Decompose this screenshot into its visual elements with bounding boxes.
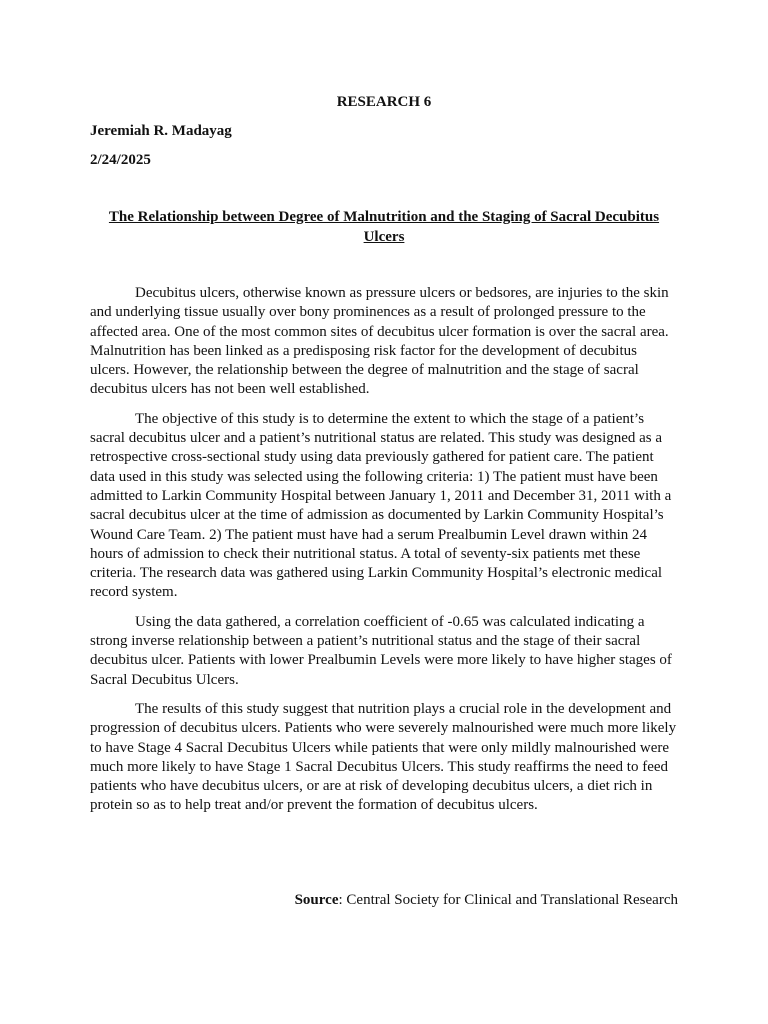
- source-citation: [295, 890, 678, 910]
- author-name: Jeremiah R. Madayag: [90, 123, 232, 139]
- source-label: Source: [294, 892, 339, 908]
- paragraph-introduction: Decubitus ulcers, otherwise known as pressure ulcers or bedsores, are injuries to the skin and underlying tissue usually over bony prominences as a result of prolonged pressure to the affected area. One of the most common sites of decubitus ulcer formation is over the sacral area. Malnutrition has been linked as a predisposing risk factor for the development of decubitus ulcers. However, the relationship between the degree of malnutrition and the stage of sacral decubitus ulcers has not been well established.: [90, 285, 669, 398]
- body-text: [90, 284, 678, 816]
- document-page: [90, 92, 678, 826]
- document-heading: RESEARCH 6: [336, 94, 432, 110]
- document-date: 2/24/2025: [90, 152, 151, 168]
- source-text: : Central Society for Clinical and Translational Research: [338, 892, 678, 908]
- paper-title: The Relationship between Degree of Malnutrition and the Staging of Sacral Decubitus Ulcers: [108, 209, 660, 245]
- paragraph-results: Using the data gathered, a correlation coefficient of -0.65 was calculated indicating a strong inverse relationship between a patient’s nutritional status and the stage of their sacral decubitus ulcer. Patients with lower Prealbumin Levels were more likely to have higher stages of Sacral Decubitus Ulcers.: [90, 613, 672, 688]
- paragraph-objective: The objective of this study is to determine the extent to which the stage of a patient’s sacral decubitus ulcer and a patient’s nutritional status are related. This study was designed as a retrospective cross-sectional study using data previously gathered for patient care. The patient data used in this study was selected using the following criteria: 1) The patient must have been admitted to Larkin Community Hospital between January 1, 2011 and December 31, 2011 with a sacral decubitus ulcer at the time of admission as documented by Larkin Community Hospital’s Wound Care Team. 2) The patient must have had a serum Prealbumin Level drawn within 24 hours of admission to check their nutritional status. A total of seventy-six patients met these criteria. The research data was gathered using Larkin Community Hospital’s electronic medical record system.: [90, 410, 672, 601]
- paragraph-conclusion: The results of this study suggest that nutrition plays a crucial role in the development and progression of decubitus ulcers. Patients who were severely malnourished were much more likely to have Stage 4 Sacral Decubitus Ulcers while patients that were only mildly malnourished were much more likely to have Stage 1 Sacral Decubitus Ulcers. This study reaffirms the need to feed patients who have decubitus ulcers, or are at risk of developing decubitus ulcers, a diet rich in protein so as to help treat and/or prevent the formation of decubitus ulcers.: [90, 700, 677, 814]
